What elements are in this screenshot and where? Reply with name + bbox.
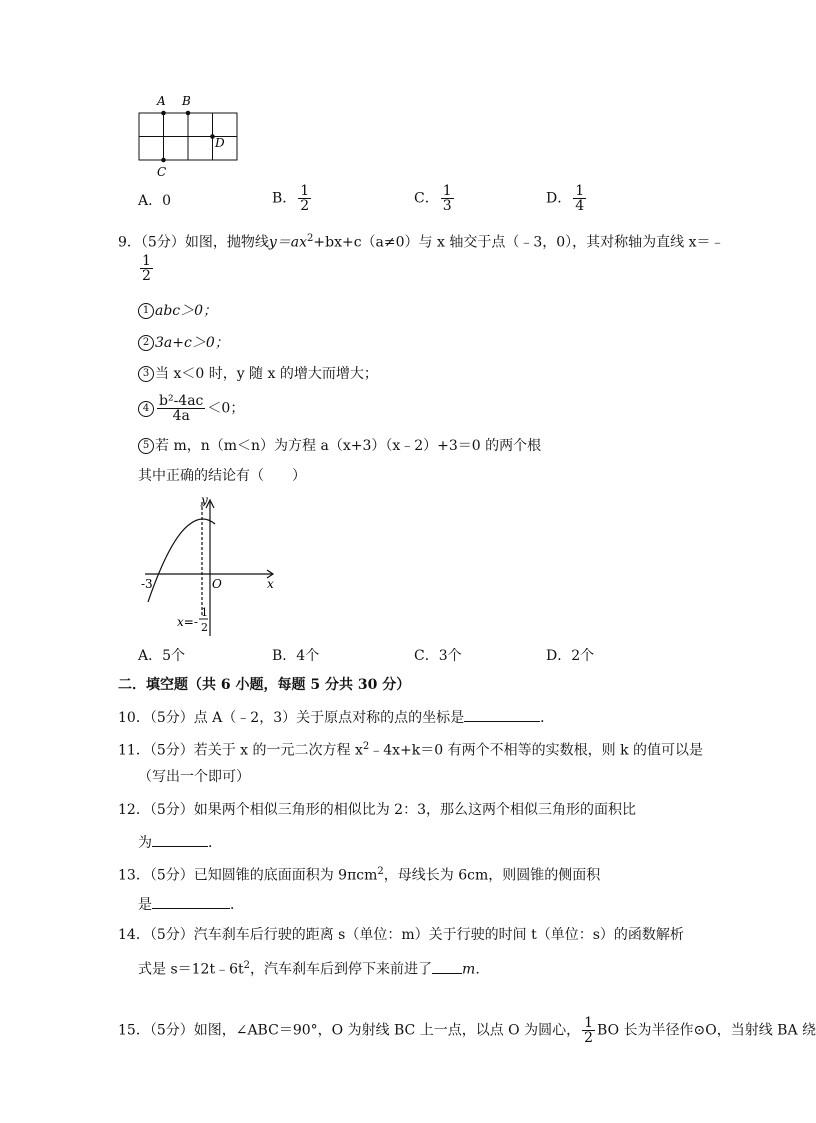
q13-line-2: 是 ． (138, 894, 244, 914)
axis-equation-label: x=- (177, 615, 198, 629)
y-axis-label: y (201, 493, 208, 507)
q14-blank[interactable] (432, 959, 462, 974)
q9-statement-4: 4 $\frac{\text{b²‐4ac}}{4a}$ ＜0； (138, 394, 244, 423)
minus-three-label: -3 (141, 577, 153, 591)
q9-statement-2: 2 3a+c＞0； (138, 334, 229, 352)
point-b (186, 111, 191, 116)
label-d: D (215, 136, 225, 150)
q12-blank[interactable] (152, 832, 208, 847)
point-c (161, 158, 166, 163)
label-c: C (157, 165, 167, 179)
q9-axis-fraction: $\frac{1}{2}$ (142, 253, 151, 284)
q14-line-2: 式是 $s=12t﹣6t^2$，汽车刹车后到停下来前进了 m． (138, 960, 490, 978)
q9-statement-1: 1 abc＞0； (138, 302, 217, 320)
q8-grid-figure (125, 92, 250, 180)
q9-choice-b[interactable]: B．4个 (272, 648, 320, 664)
q13-blank[interactable] (152, 894, 230, 909)
q9-choice-c[interactable]: C．3个 (414, 648, 462, 664)
q14-line-1: 14．（5分）汽车刹车后行驶的距离 s（单位：m）关于行驶的时间 t（单位：s）的函数解析 (118, 927, 684, 943)
q10-blank[interactable] (464, 707, 540, 722)
q13-line-1: 13．（5分）已知圆锥的底面面积为 9πcm$^2$，母线长为 6cm，则圆锥的侧面积 (118, 866, 601, 884)
axis-frac-num: 1 (201, 606, 208, 619)
q12-line-1: 12．（5分）如果两个相似三角形的相似比为 2：3，那么这两个相似三角形的面积比 (118, 802, 636, 818)
q8-choice-d[interactable]: D． $\frac{1}{4}$ (546, 183, 585, 214)
q9-choice-d[interactable]: D．2个 (546, 648, 595, 664)
axis-frac-den: 2 (201, 621, 208, 634)
q8-choice-a[interactable]: A．0 (138, 193, 172, 209)
x-axis-label: x (267, 577, 274, 591)
q11-line-2: （写出一个即可） (138, 769, 250, 785)
q15-line-1: 15．（5分）如图，∠ABC＝90°，O 为射线 BC 上一点，以点 O 为圆心， $\frac{1}{2}$ BO 长为半径作⊙O，当射线 BA 绕 (118, 1015, 816, 1046)
q9-statement-5: 5 若 m，n（m＜n）为方程 a（x+3）（x﹣2）+3＝0 的两个根 (138, 437, 541, 455)
q9-parabola-graph (135, 488, 285, 638)
q11-line-1: 11．（5分）若关于 x 的一元二次方程 $x^2﹣4x+k=0$ 有两个不相等的实数根，则 k 的值可以是 (118, 741, 704, 759)
origin-label: O (212, 577, 222, 591)
point-a (161, 111, 166, 116)
q10: 10．（5分）点 A（﹣2，3）关于原点对称的点的坐标是 ． (118, 707, 554, 727)
q9-stem: 9．（5分）如图，抛物线$y=ax^2+bx+c(a\ne 0)$与 x 轴交于点（﹣3，0），其对称轴为直线 x＝﹣ (118, 233, 725, 251)
q8-choice-c[interactable]: C． $\frac{1}{3}$ (414, 183, 452, 214)
q9-question: 其中正确的结论有（ ） (138, 468, 306, 484)
q9-statement-3: 3 当 x＜0 时，y 随 x 的增大而增大； (138, 365, 378, 383)
label-a: A (157, 94, 166, 108)
q9-choice-a[interactable]: A．5个 (138, 648, 186, 664)
section-2-heading: 二．填空题（共 6 小题，每题 5 分共 30 分） (118, 677, 411, 693)
q12-line-2: 为 ． (138, 832, 222, 852)
q8-choice-b[interactable]: B． $\frac{1}{2}$ (272, 183, 310, 214)
label-b: B (182, 94, 191, 108)
